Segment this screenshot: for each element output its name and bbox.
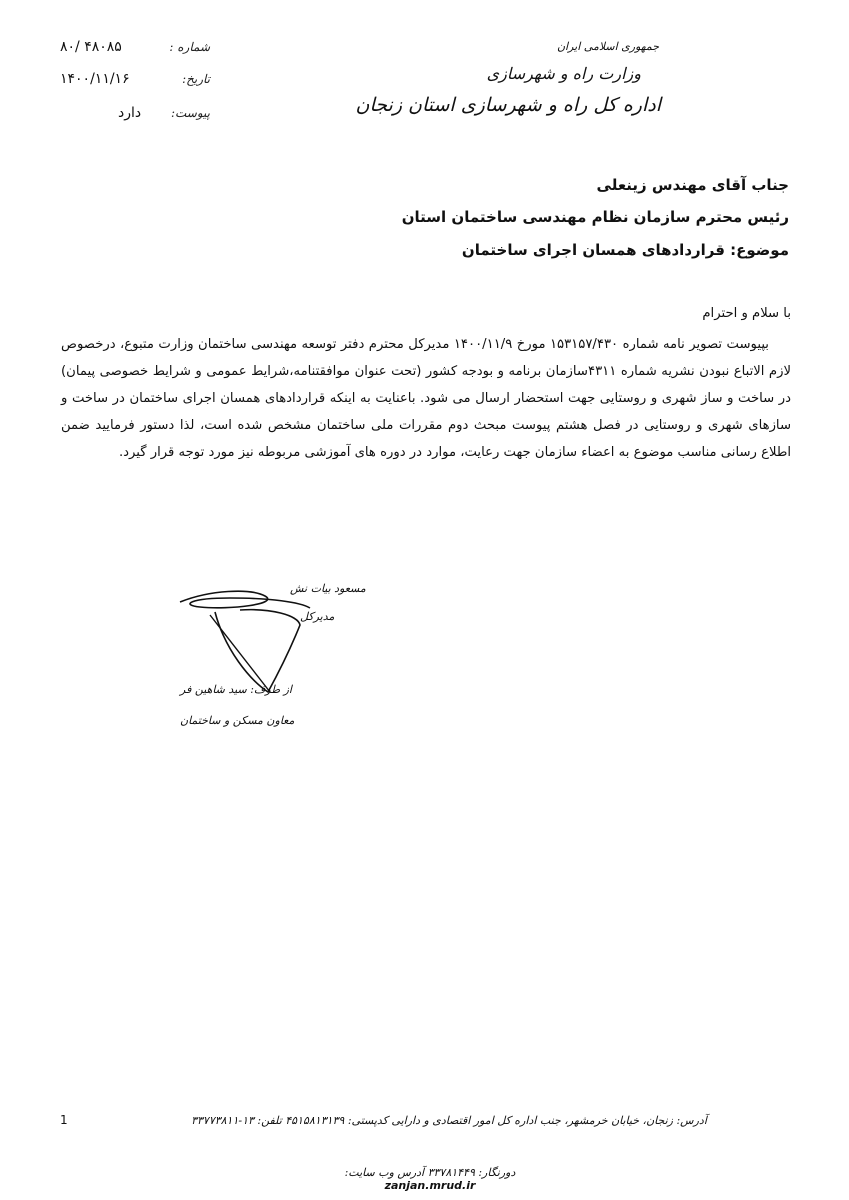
letter-subject: موضوع: قراردادهای همسان اجرای ساختمان xyxy=(461,241,789,259)
letter-body xyxy=(61,300,791,466)
letter-number-row xyxy=(40,38,220,60)
letter-attachment-value: دارد xyxy=(118,105,142,121)
recipient-name: جناب آقای مهندس زینعلی xyxy=(596,176,789,194)
body-paragraph: بپیوست تصویر نامه شماره ۱۵۳۱۵۷/۴۳۰ مورخ ۱۴۰۰/۱۱/۹ مدیرکل محترم دفتر توسعه مهندسی ساختمان وزارت متبوع، درخصوص لازم الاتباع نبودن نشریه شماره ۴۳۱۱سازمان برنامه و بودجه کشور (تحت عنوان موافقتنامه،شرایط عمومی و شرایط خصوصی پیمان) در ساخت و ساز شهری و روستایی جهت استحضار ارسال می شود. باعنایت به اینکه قراردادهای همسان اجرای ساختمان در ساخت و سازهای شهری و روستایی در فصل هشتم پیوست مبحث دوم مقررات ملی ساختمان مشخص شده است، لذا دستور فرمایید ضمن اطلاع رسانی مناسب موضوع به اعضاء سازمان جهت رعایت، موارد در دوره های آموزشی مربوطه نیز مورد توجه قرار گیرد. xyxy=(61,337,791,460)
on-behalf-of: از طرف: سید شاهین فر xyxy=(180,683,292,696)
letterhead-ministry: وزارت راه و شهرسازی xyxy=(486,64,641,83)
letter-date-row xyxy=(40,70,220,92)
letter-number-label: شماره : xyxy=(169,40,210,54)
recipient-title: رئیس محترم سازمان نظام مهندسی ساختمان استان xyxy=(401,208,789,226)
signer-name: مسعود بیات نش xyxy=(290,582,366,595)
letter-date-value: ۱۴۰۰/۱۱/۱۶ xyxy=(60,71,130,87)
letterhead-department: اداره کل راه و شهرسازی استان زنجان xyxy=(355,94,661,116)
letter-attachment-label: پیوست: xyxy=(170,106,210,120)
signer-title: مدیرکل xyxy=(300,610,335,623)
letter-date-label: تاریخ: xyxy=(182,72,210,86)
letterhead-country: جمهوری اسلامی ایران xyxy=(556,40,659,53)
footer-fax-website-label: دورنگار: ۳۳۷۸۱۴۴۹ آدرس وب سایت: xyxy=(344,1166,516,1179)
footer-contact xyxy=(300,1166,560,1192)
letter-number-value: ۸۰/ ۴۸۰۸۵ xyxy=(60,39,122,55)
handwritten-signature xyxy=(170,580,360,700)
deputy-title: معاون مسکن و ساختمان xyxy=(180,714,295,727)
footer-website[interactable]: zanjan.mrud.ir xyxy=(384,1179,476,1192)
footer-address: آدرس: زنجان، خیابان خرمشهر، جنب اداره کل امور اقتصادی و دارایی کدپستی: ۴۵۱۵۸۱۳۱۳۹ تلفن: ۱۳-۳۳۷۷۳۸۱۱ xyxy=(191,1114,707,1127)
page-number: 1 xyxy=(60,1113,68,1127)
greeting: با سلام و احترام xyxy=(702,306,791,321)
letter-attachment-row xyxy=(40,104,220,126)
